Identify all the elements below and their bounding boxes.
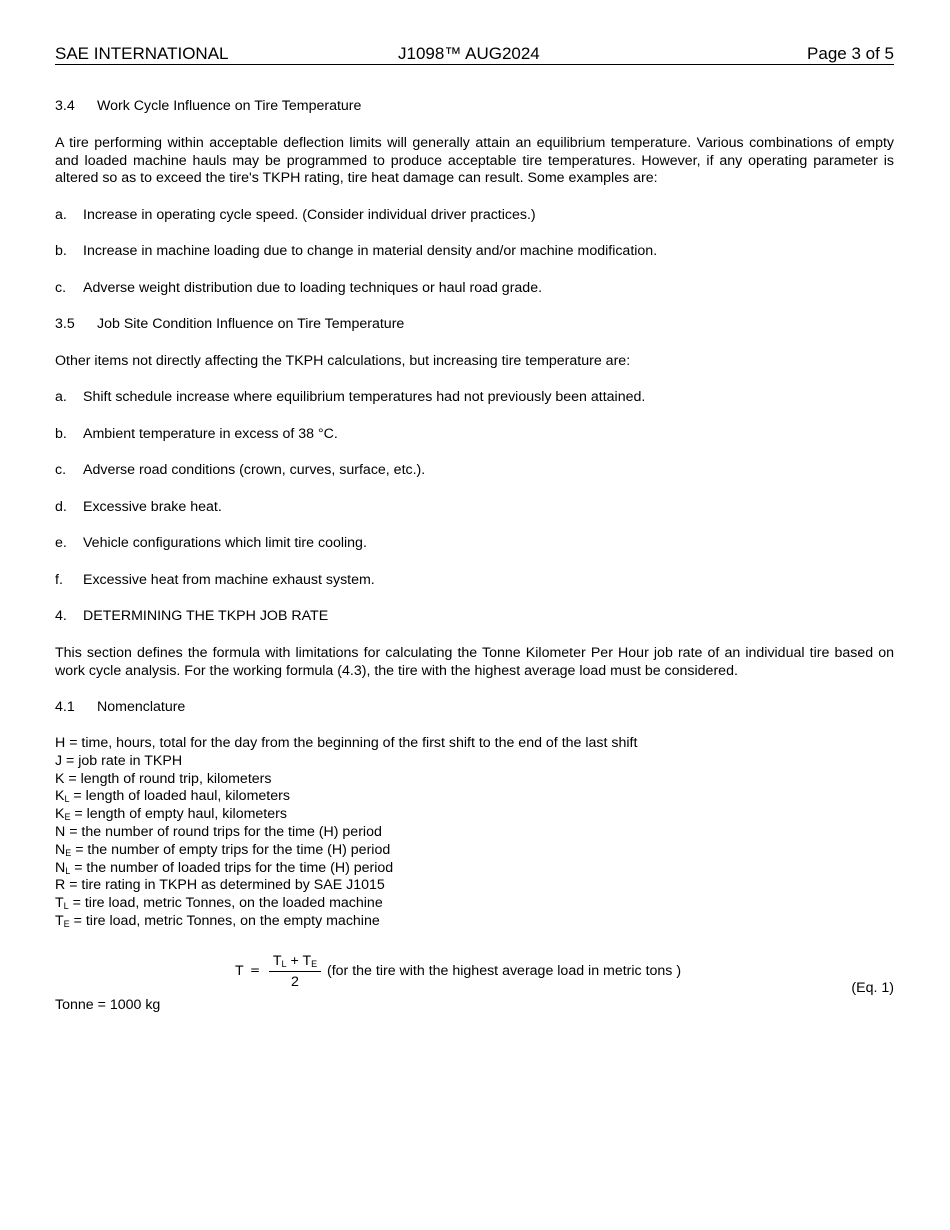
symbol: N bbox=[55, 859, 66, 876]
list-item bbox=[55, 243, 894, 261]
list-item-text: Ambient temperature in excess of 38 °C. bbox=[83, 426, 338, 442]
nomenclature-list bbox=[55, 735, 894, 931]
nomenclature-item bbox=[55, 771, 894, 789]
section-number: 3.4 bbox=[55, 98, 75, 114]
section-4-heading bbox=[55, 608, 894, 626]
numerator-term-a: T bbox=[272, 953, 282, 969]
symbol-subscript: L bbox=[63, 901, 69, 912]
list-item-label: e. bbox=[55, 535, 67, 551]
nomenclature-item bbox=[55, 860, 894, 878]
section-title: Nomenclature bbox=[97, 699, 186, 715]
definition: = length of round trip, kilometers bbox=[64, 770, 272, 787]
list-item-label: c. bbox=[55, 462, 67, 478]
definition: = the number of loaded trips for the time (H) period bbox=[70, 859, 394, 876]
symbol: K bbox=[55, 770, 65, 787]
definition: = tire rating in TKPH as determined by SAE J1015 bbox=[65, 877, 385, 894]
list-item-label: d. bbox=[55, 499, 67, 515]
list-item bbox=[55, 389, 894, 407]
symbol: J bbox=[55, 752, 63, 769]
section-3-4-heading bbox=[55, 98, 894, 116]
symbol-subscript: L bbox=[64, 794, 70, 805]
nomenclature-item bbox=[55, 753, 894, 771]
section-number: 3.5 bbox=[55, 316, 75, 332]
list-item-label: a. bbox=[55, 207, 67, 223]
list-item bbox=[55, 535, 894, 553]
list-item-label: b. bbox=[55, 243, 67, 259]
list-item-text: Increase in machine loading due to change in material density and/or machine modification. bbox=[83, 243, 658, 259]
definition: = job rate in TKPH bbox=[62, 752, 183, 769]
list-item-text: Vehicle configurations which limit tire cooling. bbox=[83, 535, 367, 551]
list-item-text: Excessive brake heat. bbox=[83, 499, 222, 515]
symbol: K bbox=[55, 806, 65, 823]
list-item-label: c. bbox=[55, 280, 67, 296]
equation-lhs: T bbox=[235, 963, 244, 979]
definition: = tire load, metric Tonnes, on the loaded machine bbox=[68, 895, 383, 912]
definition: = the number of round trips for the time (H) period bbox=[65, 823, 382, 840]
list-item bbox=[55, 426, 894, 444]
header-organization: SAE INTERNATIONAL bbox=[55, 44, 229, 63]
nomenclature-item bbox=[55, 806, 894, 824]
definition: = length of loaded haul, kilometers bbox=[69, 788, 290, 805]
definition: = tire load, metric Tonnes, on the empty machine bbox=[69, 912, 380, 929]
header-page-number: Page 3 of 5 bbox=[807, 44, 894, 63]
symbol-subscript: L bbox=[65, 865, 71, 876]
list-item bbox=[55, 207, 894, 225]
list-item-text: Adverse weight distribution due to loading techniques or haul road grade. bbox=[83, 280, 543, 296]
section-number: 4.1 bbox=[55, 699, 75, 715]
nomenclature-item bbox=[55, 788, 894, 806]
section-title: Job Site Condition Influence on Tire Temperature bbox=[97, 316, 405, 332]
section-title: DETERMINING THE TKPH JOB RATE bbox=[83, 608, 329, 624]
section-3-5-paragraph: Other items not directly affecting the TKPH calculations, but increasing tire temperature are: bbox=[55, 353, 631, 369]
fraction-denominator: 2 bbox=[291, 974, 299, 990]
nomenclature-item bbox=[55, 842, 894, 860]
symbol-subscript: E bbox=[65, 847, 72, 858]
list-item-label: a. bbox=[55, 389, 67, 405]
symbol: N bbox=[55, 823, 66, 840]
numerator-term-b: T bbox=[302, 953, 312, 969]
fraction-bar bbox=[269, 971, 321, 972]
definition: = length of empty haul, kilometers bbox=[70, 806, 287, 823]
nomenclature-item bbox=[55, 877, 894, 895]
equals-sign: = bbox=[250, 963, 261, 977]
section-3-4-paragraph: A tire performing within acceptable deflection limits will generally attain an equilibrium temperature. Various combinations of empty and loaded machine hauls may be programmed to produce acceptable tire temperatures. However, if any operating parameter is altered so as to exceed the tire's TKPH rating, tire heat damage can result. Some examples are: bbox=[55, 135, 894, 186]
symbol-subscript: E bbox=[63, 918, 70, 929]
list-item bbox=[55, 499, 894, 517]
symbol: T bbox=[55, 895, 64, 912]
symbol: R bbox=[55, 877, 66, 894]
equation-fraction bbox=[269, 952, 321, 990]
list-item bbox=[55, 280, 894, 298]
symbol: K bbox=[55, 788, 65, 805]
list-item-label: f. bbox=[55, 572, 63, 588]
equation-label: (Eq. 1) bbox=[851, 980, 894, 996]
list-item-text: Increase in operating cycle speed. (Consider individual driver practices.) bbox=[83, 207, 536, 223]
list-item-text: Excessive heat from machine exhaust system. bbox=[83, 572, 375, 588]
section-3-5-heading bbox=[55, 316, 894, 334]
list-item bbox=[55, 462, 894, 480]
section-number: 4. bbox=[55, 608, 67, 624]
page-header bbox=[55, 44, 894, 65]
list-item-text: Shift schedule increase where equilibrium temperatures had not previously been attained. bbox=[83, 389, 646, 405]
numerator-term-b-subscript: E bbox=[311, 959, 318, 969]
equation-1 bbox=[235, 952, 735, 992]
symbol: H bbox=[55, 735, 66, 751]
list-item bbox=[55, 572, 894, 590]
list-item-text: Adverse road conditions (crown, curves, surface, etc.). bbox=[83, 462, 426, 478]
header-document-id: J1098™ AUG2024 bbox=[398, 44, 540, 63]
nomenclature-item bbox=[55, 735, 894, 753]
numerator-term-a-subscript: L bbox=[281, 959, 287, 969]
symbol: N bbox=[55, 841, 66, 858]
symbol: T bbox=[55, 912, 64, 929]
list-item-label: b. bbox=[55, 426, 67, 442]
section-4-paragraph: This section defines the formula with limitations for calculating the Tonne Kilometer Per Hour job rate of an individual tire based on work cycle analysis. For the working formula (4.3), the tire with the highest average load must be considered. bbox=[55, 645, 894, 679]
section-4-1-heading bbox=[55, 699, 894, 717]
plus-sign: + bbox=[286, 953, 303, 969]
equation-note: (for the tire with the highest average load in metric tons ) bbox=[327, 963, 682, 979]
nomenclature-item bbox=[55, 895, 894, 913]
nomenclature-item bbox=[55, 824, 894, 842]
definition: = the number of empty trips for the time (H) period bbox=[71, 841, 391, 858]
nomenclature-item bbox=[55, 913, 894, 931]
fraction-numerator bbox=[269, 952, 321, 970]
unit-definition: Tonne = 1000 kg bbox=[55, 997, 161, 1013]
definition: = time, hours, total for the day from the beginning of the first shift to the end of the last shift bbox=[65, 735, 638, 751]
section-title: Work Cycle Influence on Tire Temperature bbox=[97, 98, 362, 114]
symbol-subscript: E bbox=[64, 812, 71, 823]
